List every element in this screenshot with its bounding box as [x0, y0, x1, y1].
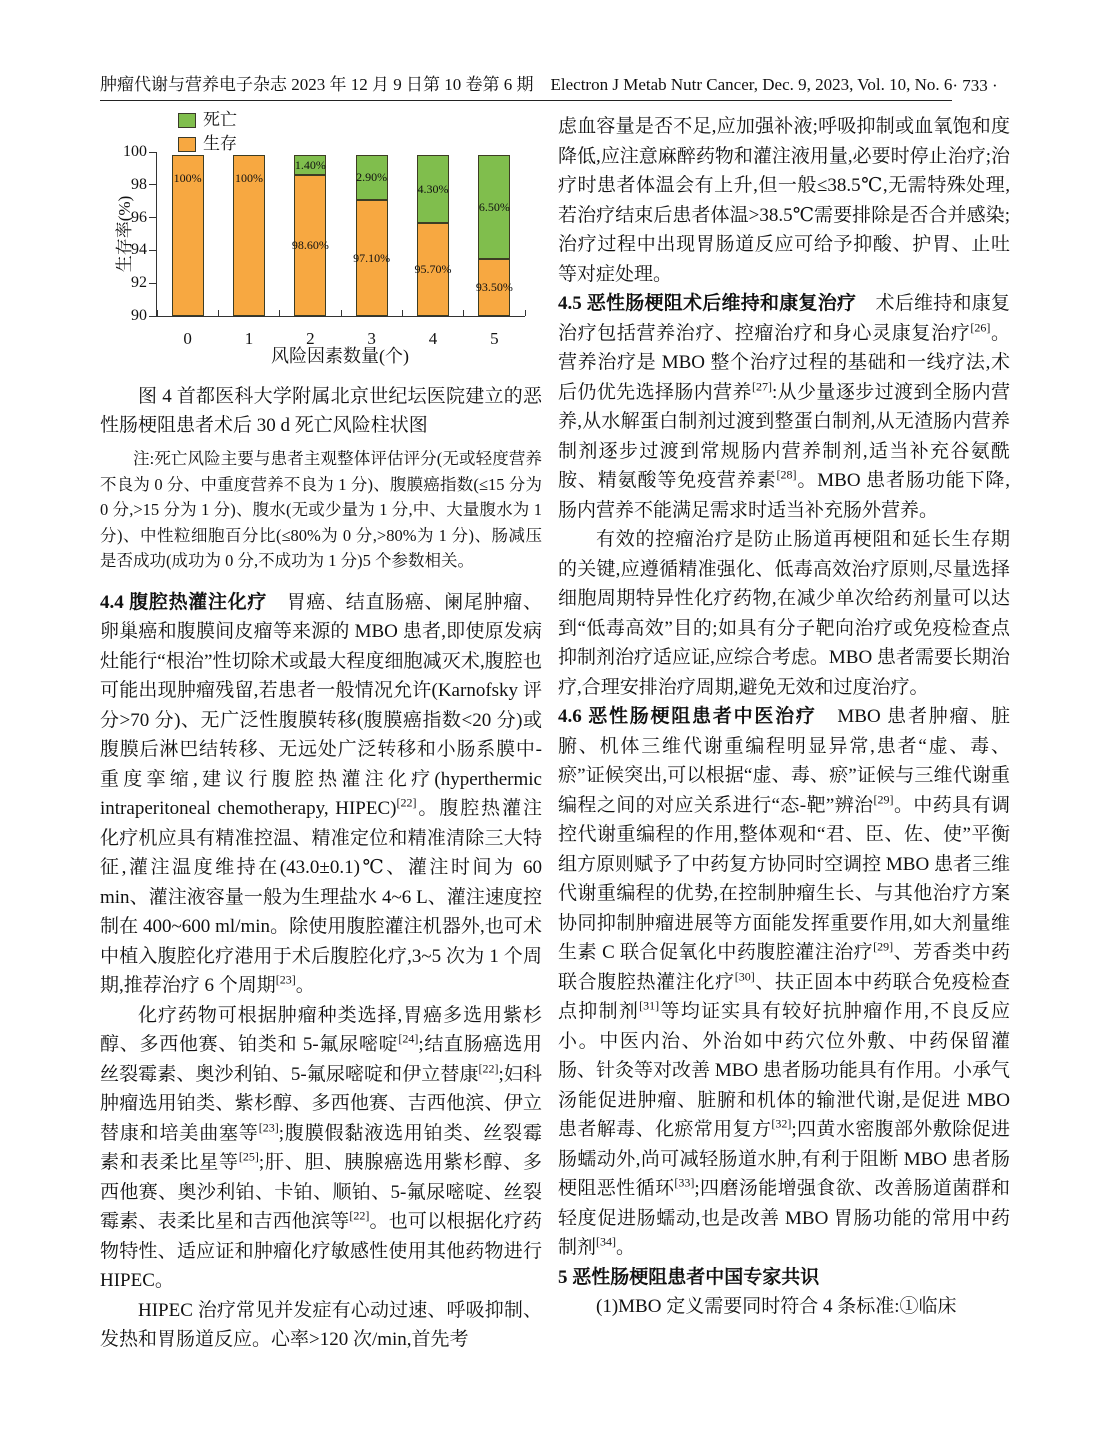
text-run: 。腹腔热灌注化疗机应具有精准控温、精准定位和精准清除三大特征,灌注温度维持在(43.0±0.1)℃、灌注时间为 60 min、灌注液容量一般为生理盐水 4~6 L、灌注速度控制在 400~600 ml/min。除使用腹腔灌注机器外,也可术中植入腹腔化疗港用于术后腹腔化疗,3~5 次为 1 个周期,推荐治疗 6 个周期 — [100, 798, 542, 996]
bar-survival-label: 93.50% — [475, 280, 513, 295]
text-run: 。 — [295, 975, 315, 996]
reference-marker: [31] — [639, 998, 660, 1013]
text-run: :从少量逐步过渡到全肠内营养,从水解蛋白制剂过渡到整蛋白制剂,从无渣肠内营养制剂逐步过渡到常规肠内营养制剂,适当补充谷氨酰胺、精氨酸等免疫营养素 — [558, 381, 1010, 491]
y-axis-tick — [149, 217, 156, 218]
text-run: 胃癌、结直肠癌、阑尾肿瘤、卵巢癌和腹膜间皮瘤等来源的 MBO 患者,即使原发病灶能行“根治”性切除术或最大程度细胞减灭术,腹腔也可能出现肿瘤残留,若患者一般情况允许(Karnofsky 评分>70 分)、无广泛性腹膜转移(腹膜癌指数<20 分)或腹膜后淋巴结转移、无远处广泛转移和小肠系膜中-重度挛缩,建议行腹腔热灌注化疗(hyperthermic intraperitoneal chemotherapy, HIPEC) — [100, 591, 542, 819]
bar-survival-label: 98.60% — [291, 238, 329, 253]
reference-marker: [22] — [349, 1208, 370, 1223]
text-run: ;四磨汤能增强食欲、改善肠道菌群和轻度促进肠蠕动,也是改善 MBO 胃肠功能的常用中药制剂 — [558, 1178, 1010, 1258]
chart-legend — [178, 108, 237, 156]
x-axis-tick — [463, 310, 464, 316]
reference-marker: [23] — [275, 972, 296, 987]
paragraph — [558, 702, 1010, 1263]
text-run: ;腹膜假黏液选用铂类、丝裂霉素和表柔比星等 — [100, 1122, 542, 1173]
y-axis-tick — [149, 184, 156, 185]
figure-note: 注:死亡风险主要与患者主观整体评估评分(无或轻度营养不良为 0 分、中重度营养不良为 1 分)、腹膜癌指数(≤15 分为 0 分,>15 分为 1 分)、腹水(无或少量为 1 分,中、大量腹水为 1 分)、中性粒细胞百分比(≤80%为 0 分,>80%为 1 分)、肠减压是否成功(成功为 0 分,不成功为 1 分)5 个参数相关。 — [100, 449, 542, 570]
paragraph — [558, 112, 1010, 289]
text-run: ;结直肠癌选用丝裂霉素、奥沙利铂、5-氟尿嘧啶和伊立替康 — [100, 1034, 543, 1085]
y-axis-tick — [149, 316, 156, 317]
y-tick-label: 94 — [131, 241, 147, 259]
page-number: · 733 · — [952, 76, 998, 95]
bar-survival-label: 100% — [235, 171, 263, 186]
text-run: 虑血容量是否不足,应加强补液;呼吸抑制或血氧饱和度降低,应注意麻醉药物和灌注液用量,必要时停止治疗;治疗时患者体温会有上升,但一般≤38.5℃,无需特殊处理,若治疗结束后患者体温>38.5℃需要排除是否合并感染;治疗过程中出现胃肠道反应可给予抑酸、护胃、止吐等对症处理。 — [558, 116, 1010, 285]
text-run: 化疗药物可根据肿瘤种类选择,胃癌多选用紫杉醇、多西他赛、铂类和 5-氟尿嘧啶 — [100, 1004, 542, 1055]
run-in-heading: 4.4 腹腔热灌注化疗 — [100, 591, 268, 613]
text-run: 术后维持和康复治疗包括营养治疗、控瘤治疗和身心灵康复治疗 — [558, 293, 1010, 344]
journal-header — [100, 70, 998, 101]
figure-4-chart — [100, 108, 542, 370]
text-run: 、芳香类中药联合腹腔热灌注化疗 — [558, 942, 1010, 993]
legend-label: 死亡 — [203, 110, 237, 130]
text-run: MBO 患者肿瘤、脏腑、机体三维代谢重编程明显异常,患者“虚、毒、瘀”证候突出,可以根据“虚、毒、瘀”证候与三维代谢重编程之间的对应关系进行“态-靶”辨治 — [558, 706, 1010, 816]
reference-marker: [32] — [771, 1116, 792, 1131]
category-label: 5 — [490, 329, 499, 348]
paragraph — [100, 1296, 542, 1355]
paragraph — [100, 1001, 542, 1296]
x-axis-tick — [157, 310, 158, 316]
text-run: 。 — [616, 1237, 636, 1258]
y-tick-label: 90 — [131, 307, 147, 324]
bar-death-label: 6.50% — [478, 199, 510, 214]
left-column-text — [100, 588, 542, 1355]
reference-marker: [26] — [970, 320, 991, 335]
text-run: ;肝、胆、胰腺癌选用紫杉醇、多西他赛、奥沙利铂、卡铂、顺铂、5-氟尿嘧啶、丝裂霉素、表柔比星和吉西他滨等 — [100, 1152, 542, 1232]
category-label: 2 — [306, 329, 315, 348]
text-run: 有效的控瘤治疗是防止肠道再梗阻和延长生存期的关键,应遵循精准强化、低毒高效治疗原则,尽量选择细胞周期特异性化疗药物,在减少单次给药剂量可以达到“低毒高效”目的;如具有分子靶向治疗或免疫检查点抑制剂治疗适应证,应综合考虑。MBO 患者需要长期治疗,合理安排治疗周期,避免无效和过度治疗。 — [558, 529, 1010, 698]
reference-marker: [22] — [478, 1061, 499, 1076]
y-tick-label: 100 — [123, 143, 147, 160]
reference-marker: [29] — [873, 939, 894, 954]
reference-marker: [34] — [596, 1234, 617, 1249]
x-axis-tick — [402, 310, 403, 316]
y-axis-tick — [149, 283, 156, 284]
y-axis-label: 生存率(%) — [115, 195, 134, 273]
text-run: 等均证实具有较好抗肿瘤作用,不良反应小。中医内治、外治如中药穴位外敷、中药保留灌肠、针灸等对改善 MBO 患者肠功能具有作用。小承气汤能促进肿瘤、脏腑和机体的输泄代谢,是促进 MBO 患者解毒、化瘀常用复方 — [558, 1001, 1010, 1140]
reference-marker: [33] — [674, 1175, 695, 1190]
y-tick-label: 92 — [131, 274, 147, 292]
bar-death-label: 2.90% — [356, 170, 388, 185]
x-axis-tick — [341, 310, 342, 316]
bar-death-label: 4.30% — [417, 181, 449, 196]
reference-marker: [28] — [776, 467, 797, 482]
legend-swatch-icon — [178, 137, 196, 152]
paragraph — [558, 1292, 1010, 1322]
bar-survival-label: 97.10% — [353, 250, 391, 265]
bar-survival-label: 95.70% — [414, 262, 452, 277]
text-run: (1)MBO 定义需要同时符合 4 条标准:①临床 — [596, 1296, 957, 1317]
category-label: 4 — [428, 329, 438, 348]
y-tick-label: 96 — [131, 208, 147, 226]
reference-marker: [29] — [873, 792, 894, 807]
legend-label: 生存 — [203, 134, 237, 154]
reference-marker: [22] — [396, 795, 417, 810]
category-label: 3 — [367, 329, 376, 348]
y-axis-tick — [149, 250, 156, 251]
x-axis-tick — [279, 310, 280, 316]
reference-marker: [25] — [238, 1149, 259, 1164]
x-axis-tick — [218, 310, 219, 316]
legend-swatch-icon — [178, 113, 196, 128]
x-axis-label: 风险因素数量(个) — [271, 346, 409, 366]
reference-marker: [23] — [258, 1120, 279, 1135]
paragraph — [558, 289, 1010, 525]
x-axis-tick — [525, 310, 526, 316]
bar-death-label: 1.40% — [294, 158, 326, 173]
left-column — [100, 108, 542, 1355]
y-tick-label: 98 — [131, 175, 147, 193]
text-run: ;妇科肿瘤选用铂类、紫杉醇、多西他赛、吉西他滨、伊立替康和培美曲塞等 — [100, 1063, 542, 1144]
category-label: 0 — [183, 329, 192, 348]
run-in-heading: 4.6 恶性肠梗阻患者中医治疗 — [558, 706, 817, 727]
reference-marker: [24] — [398, 1031, 419, 1046]
text-run: 。MBO 患者肠功能下降,肠内营养不能满足需求时适当补充肠外营养。 — [558, 470, 1010, 521]
text-run: 。中药具有调控代谢重编程的作用,整体观和“君、臣、佐、使”平衡组方原则赋予了中药复方协同时空调控 MBO 患者三维代谢重编程的优势,在控制肿瘤生长、与其他治疗方案协同抑制肿瘤进展等方面能发挥重要作用,如大剂量维生素 C 联合促氧化中药腹腔灌注治疗 — [558, 794, 1010, 963]
reference-marker: [27] — [751, 379, 772, 394]
reference-marker: [30] — [734, 969, 755, 984]
figure-caption: 图 4 首都医科大学附属北京世纪坛医院建立的恶性肠梗阻患者术后 30 d 死亡风险柱状图 — [100, 386, 542, 436]
right-column — [558, 112, 1010, 1322]
text-run: ;四黄水密腹部外敷除促进肠蠕动外,尚可减轻肠道水肿,有利于阻断 MBO 患者肠梗阻恶性循环 — [558, 1119, 1010, 1199]
paragraph — [558, 525, 1010, 702]
category-label: 1 — [244, 329, 254, 348]
text-run: HIPEC 治疗常见并发症有心动过速、呼吸抑制、发热和胃肠道反应。心率>120 次/min,首先考 — [100, 1299, 542, 1350]
journal-title: 肿瘤代谢与营养电子杂志 2023 年 12 月 9 日第 10 卷第 6 期 Electron J Metab Nutr Cancer, Dec. 9, 2023, Vol. 10, No. 6 — [100, 70, 952, 101]
text-run: 。也可以根据化疗药物特性、适应证和肿瘤化疗敏感性使用其他药物进行 HIPEC。 — [100, 1211, 542, 1291]
section-heading: 5 恶性肠梗阻患者中国专家共识 — [558, 1266, 820, 1288]
right-column-text — [558, 112, 1010, 1322]
bar-survival-label: 100% — [173, 171, 202, 186]
paragraph — [100, 588, 542, 1001]
text-run: 、扶正固本中药联合免疫检查点抑制剂 — [558, 971, 1010, 1022]
run-in-heading: 4.5 恶性肠梗阻术后维持和康复治疗 — [558, 293, 857, 314]
y-axis-tick — [149, 152, 156, 153]
text-run: 。营养治疗是 MBO 整个治疗过程的基础和一线疗法,术后仍优先选择肠内营养 — [558, 322, 1010, 403]
